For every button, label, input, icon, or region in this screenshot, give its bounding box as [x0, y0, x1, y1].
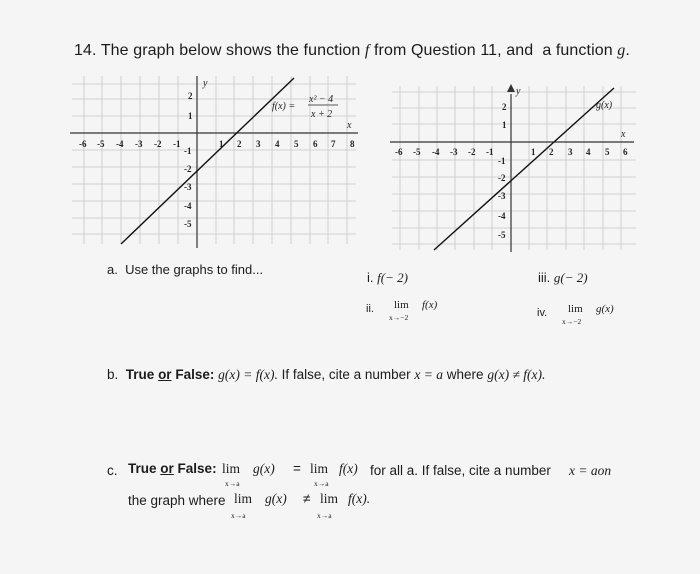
x-tick-label: 3: [568, 147, 573, 157]
limit-subscript: x→−2: [562, 317, 582, 326]
x-tick-label: -3: [135, 139, 143, 149]
x-equals-a: x = a: [414, 367, 444, 382]
line2-start: the graph where: [128, 493, 226, 508]
curve-g: [434, 88, 614, 250]
part-a-item-ii: [366, 299, 438, 322]
y-tick-labels-f: [184, 91, 193, 229]
true-label: True: [128, 461, 157, 476]
x-tick-label: 7: [331, 139, 336, 149]
question-text-2: from Question 11, and: [374, 42, 534, 59]
or-label: or: [158, 367, 172, 382]
x-tick-label: 3: [256, 139, 261, 149]
f-label: f(x) =: [272, 101, 296, 112]
y-tick-label: -1: [184, 146, 192, 156]
limit-subscript: x→a: [317, 511, 332, 520]
x-tick-label: -2: [154, 139, 162, 149]
item-expression: f(− 2): [377, 270, 408, 285]
part-c-line-2: [128, 491, 428, 527]
y-tick-labels-g: [498, 102, 507, 240]
limit-subscript: x→−2: [389, 313, 409, 322]
item-number: ii.: [366, 303, 374, 315]
equals-sign: =: [293, 461, 301, 476]
part-b-rest: If false, cite a number: [281, 367, 411, 382]
y-tick-label: -2: [498, 173, 506, 183]
x-tick-label: 1: [531, 147, 536, 157]
function-f-symbol: f: [364, 42, 370, 59]
function-g-symbol: g: [617, 42, 626, 59]
x-tick-label: 5: [605, 147, 610, 157]
y-tick-label: -4: [184, 201, 192, 211]
x-tick-label: -4: [432, 147, 440, 157]
x-axis-label-g: x: [621, 129, 626, 140]
limit-subscript: x→a: [231, 511, 246, 520]
part-a: [107, 262, 263, 277]
part-c-marker: c.: [107, 463, 118, 478]
x-tick-label: -2: [468, 147, 476, 157]
part-c-rest: for all a. If false, cite a number: [370, 463, 551, 478]
y-tick-label: 2: [188, 91, 193, 101]
part-b-marker: b.: [107, 367, 119, 382]
x-tick-label: -4: [116, 139, 124, 149]
not-equal-sign: ≠: [303, 491, 311, 506]
y-tick-label: 1: [502, 120, 507, 130]
question-number: 14.: [74, 42, 97, 59]
y-tick-label: -5: [498, 230, 506, 240]
x-tick-label: 2: [237, 139, 242, 149]
y-axis-label-f: y: [203, 78, 208, 89]
x-axis-label-f: x: [347, 120, 352, 131]
inequality: g(x) ≠ f(x).: [487, 367, 546, 382]
part-a-marker: a.: [107, 262, 118, 277]
item-number: i.: [367, 270, 374, 285]
question-period: .: [625, 42, 630, 59]
x-tick-label: 4: [586, 147, 591, 157]
part-a-item-iii: [538, 270, 588, 286]
y-tick-label: -4: [498, 211, 506, 221]
limit-word: lim: [568, 303, 583, 315]
f-numerator: x² − 4: [309, 94, 334, 105]
limit-word: lim: [394, 299, 409, 311]
x-tick-label: -5: [97, 139, 105, 149]
y-axis-arrow-g: [507, 84, 515, 92]
where-word: where: [446, 367, 484, 382]
limit-subscript: x→a: [225, 479, 240, 488]
limit-word: lim: [234, 491, 253, 506]
colon: :: [209, 367, 215, 382]
question-text-3: a function: [542, 42, 613, 59]
x-tick-label: 8: [350, 139, 355, 149]
limit-subscript: x→a: [314, 479, 329, 488]
false-label: False: [175, 367, 210, 382]
item-number: iii.: [538, 270, 551, 285]
true-label: True: [125, 367, 155, 382]
x-equals-aon: x = aon: [569, 463, 612, 478]
g-expression: g(x): [253, 461, 275, 476]
y-tick-label: 2: [502, 102, 507, 112]
item-number: iv.: [537, 307, 548, 319]
item-expression: g(x): [596, 303, 614, 315]
y-tick-label: 1: [188, 111, 193, 121]
x-tick-labels-f: [79, 139, 355, 149]
x-tick-label: -1: [486, 147, 494, 157]
question-text-1: The graph below shows the function: [100, 42, 361, 59]
item-expression: g(− 2): [553, 270, 588, 285]
x-tick-label: -3: [450, 147, 458, 157]
part-c-line-1: [107, 461, 667, 495]
false-label: False: [177, 461, 213, 476]
equation: g(x) = f(x).: [218, 367, 278, 382]
x-tick-label: 5: [294, 139, 299, 149]
x-tick-label: 1: [219, 139, 224, 149]
limit-word: lim: [222, 461, 241, 476]
limit-word: lim: [320, 491, 339, 506]
x-tick-label: 2: [549, 147, 554, 157]
f-denominator: x + 2: [311, 109, 333, 120]
part-a-item-i: [367, 270, 408, 286]
part-a-item-iv: [537, 303, 614, 326]
part-b: [107, 367, 545, 383]
x-tick-label: -1: [173, 139, 181, 149]
question-title: [74, 42, 630, 60]
y-tick-label: -3: [184, 182, 192, 192]
colon: :: [212, 461, 217, 476]
curve-f: [121, 78, 294, 244]
y-tick-label: -1: [498, 156, 506, 166]
x-tick-label: -6: [79, 139, 87, 149]
f-expression: f(x).: [348, 491, 371, 506]
f-expression: f(x): [339, 461, 358, 476]
graph-f: [66, 72, 366, 256]
y-tick-label: -5: [184, 219, 192, 229]
graph-g: [388, 80, 640, 256]
y-tick-label: -3: [498, 191, 506, 201]
item-expression: f(x): [422, 299, 438, 311]
x-tick-label: -5: [413, 147, 421, 157]
y-tick-label: -2: [184, 164, 192, 174]
or-label: or: [160, 461, 174, 476]
x-tick-label: 6: [623, 147, 628, 157]
x-tick-label: 6: [313, 139, 318, 149]
g-label: g(x): [596, 100, 613, 111]
limit-word: lim: [310, 461, 329, 476]
y-axis-label-g: y: [516, 86, 521, 97]
x-tick-label: -6: [395, 147, 403, 157]
g-expression: g(x): [265, 491, 287, 506]
true-false-group: [128, 461, 217, 476]
part-a-text: Use the graphs to find...: [125, 262, 264, 277]
x-tick-label: 4: [275, 139, 280, 149]
